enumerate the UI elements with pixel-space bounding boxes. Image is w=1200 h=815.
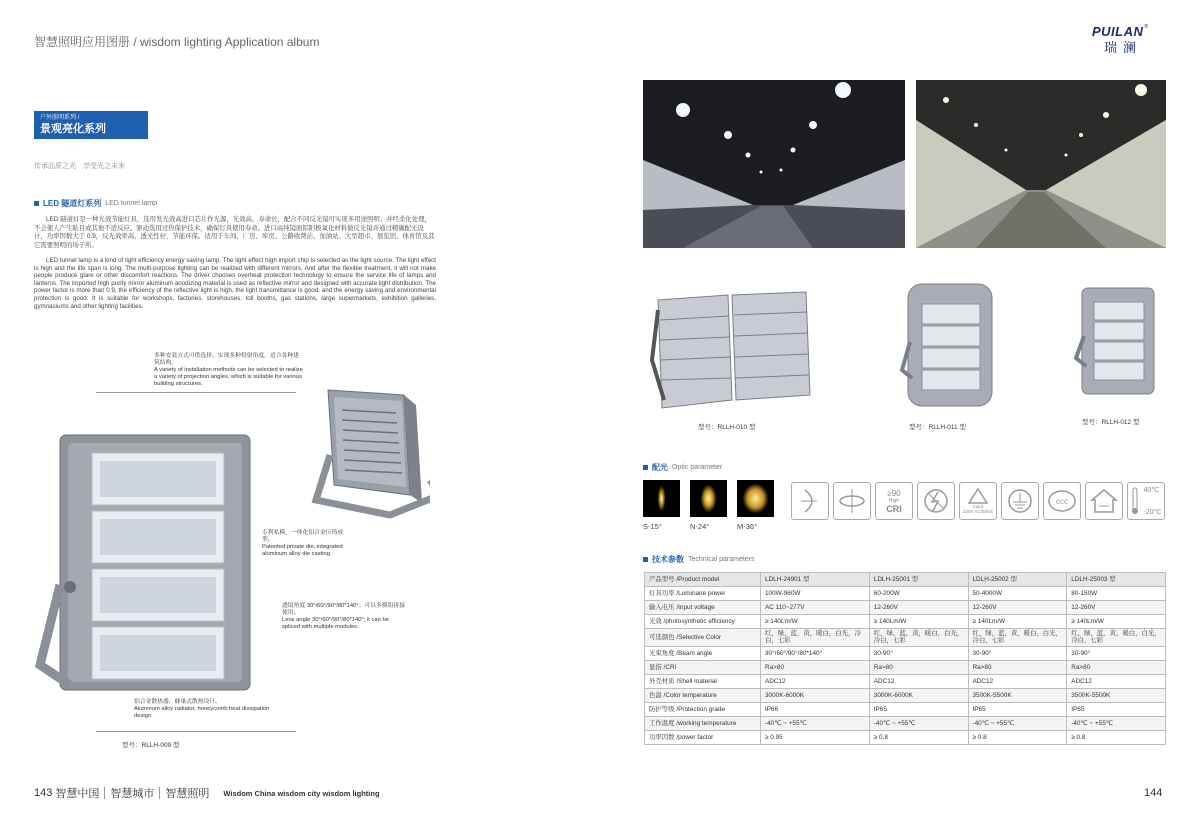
- table-cell: 100W-960W: [761, 587, 870, 601]
- ccc-glyph: [1047, 486, 1077, 516]
- table-cell: LDLH-25003 型: [1067, 573, 1166, 587]
- table-cell: 3000K-6000K: [869, 688, 968, 702]
- product-rllh-010-svg: [648, 290, 818, 412]
- page-number-right: 144: [1144, 787, 1163, 799]
- table-cell: 红，绿，蓝，黄，暖白，白光，冷白，七彩: [1067, 629, 1166, 647]
- slogan: 传承品质之光 享受光之未来: [34, 163, 125, 170]
- cri-bottom: CRI: [886, 503, 902, 514]
- table-cell: 红，绿，蓝，黄，暖白，白光，冷白，七彩: [761, 629, 870, 647]
- table-cell: 3000K-6000K: [761, 688, 870, 702]
- table-row: [645, 629, 1166, 647]
- footer-item: 智慧照明: [165, 788, 210, 800]
- callout-line: [96, 731, 296, 732]
- table-cell: 输入电压 /Input voltage: [645, 601, 761, 615]
- no-flicker-glyph: [921, 486, 951, 516]
- table-cell: -40℃ ~ +55℃: [1067, 716, 1166, 730]
- rotate-angle-glyph: [795, 486, 825, 516]
- table-cell: 30°/60°/90°/80*140°: [761, 646, 870, 660]
- table-cell: 60-200W: [869, 587, 968, 601]
- table-cell: ≥ 140Lm/W: [869, 615, 968, 629]
- table-cell: IP66: [761, 702, 870, 716]
- beam-36-glow: [737, 480, 774, 517]
- tech-title-cn: 技术参数: [652, 555, 684, 564]
- table-cell: 光效 /photosynthetic efficiency: [645, 615, 761, 629]
- cri-top: ≥90: [887, 488, 901, 498]
- table-row: [645, 688, 1166, 702]
- table-cell: 3500K-5500K: [1067, 688, 1166, 702]
- table-cell: ADC12: [761, 674, 870, 688]
- temp-low: -20℃: [1143, 509, 1162, 516]
- table-row: [645, 660, 1166, 674]
- indoor-use-icon: [1085, 482, 1123, 520]
- table-cell: 防护等级 /Protection grade: [645, 702, 761, 716]
- heading-marker: [643, 465, 648, 470]
- grounding-glyph: [1005, 486, 1035, 516]
- table-cell: 30-90°: [869, 646, 968, 660]
- table-cell: Ra>80: [968, 660, 1067, 674]
- section-heading: [34, 198, 157, 209]
- product-rllh-011-svg: [900, 282, 1000, 410]
- intro-text-cn: LED 隧道灯是一种光效节能灯具，选用发光效高进口芯片作光源，光效高、寿命长，配合不同反光镜可实现多用途照明；并经柔化处理，不会使人产生眩目或其他不适反应。驱动选用过热保护技术，确保灯具使用寿命。进口高纯镜面铝阳极氧化材料做反光镜并通过精确配光设计，功率因数大于 0.9，反光效率高，透光性好，节能环保。适用于车间、厂房、库房、公路收费站、加油站、大型超市、展览馆、体育馆及其它需要照明的场子所。: [34, 216, 435, 249]
- album-title: 智慧照明应用图册 / wisdom lighting Application album: [34, 35, 320, 49]
- table-cell: LDLH-25001 型: [869, 573, 968, 587]
- product-rllh-012-svg: [1074, 286, 1158, 396]
- model-label-012: 型号：RLLH-012 型: [1082, 419, 1140, 426]
- note-die-casting-cn: 专利私模，一体化铝合金压铸成型。: [262, 530, 344, 543]
- table-header-row: [645, 573, 1166, 587]
- table-cell: ≥ 140Lm/W: [1067, 615, 1166, 629]
- table-cell: 30-90°: [1067, 646, 1166, 660]
- table-cell: 12-260V: [968, 601, 1067, 615]
- tech-heading: [643, 554, 755, 565]
- note-lens-angle: [282, 603, 406, 631]
- tech-params-table: [644, 572, 1166, 745]
- table-row: [645, 646, 1166, 660]
- optic-label-36: M-36°: [737, 522, 758, 531]
- table-cell: 红，绿，蓝，黄，暖白，白光，冷白，七彩: [869, 629, 968, 647]
- logo-registered-mark: ®: [1144, 24, 1149, 30]
- warning-triangle-glyph: [968, 488, 988, 504]
- table-cell: ADC12: [869, 674, 968, 688]
- table-cell: 工作温度 /working temperature: [645, 716, 761, 730]
- note-radiator: [134, 699, 274, 720]
- table-row: [645, 587, 1166, 601]
- note-installation: [154, 353, 304, 388]
- rotation-360-icon: [833, 482, 871, 520]
- table-cell: Ra>80: [869, 660, 968, 674]
- optic-title-en: Optic parameter: [672, 464, 723, 471]
- temp-high: 40℃: [1143, 487, 1160, 494]
- footer-item: 智慧城市: [110, 788, 155, 800]
- footer-divider: [159, 787, 160, 799]
- table-cell: ADC12: [968, 674, 1067, 688]
- model-label-010: 型号：RLLH-010 型: [698, 424, 756, 431]
- section-title-en: LED tunnel lamp: [105, 200, 157, 207]
- table-cell: Ra>80: [1067, 660, 1166, 674]
- house-glyph: [1089, 486, 1119, 516]
- input-voltage-icon: [959, 482, 997, 520]
- beam-24-glow: [690, 480, 727, 517]
- product-rllh-010: [648, 290, 818, 412]
- table-cell: 红，绿，蓝，黄，暖白，白光，冷白，七彩: [968, 629, 1067, 647]
- note-radiator-en: Aluminum alloy radiator, honeycomb heat dissipation design.: [134, 706, 270, 719]
- note-radiator-cn: 铝合金散热器，蜂巢式散热设计。: [134, 699, 221, 705]
- footer-left: [34, 785, 380, 801]
- main-lamp-illustration: [30, 365, 430, 735]
- thermometer-glyph: [1131, 486, 1139, 516]
- table-cell: IP65: [869, 702, 968, 716]
- table-cell: ≥ 0.95: [761, 730, 870, 744]
- table-cell: IP65: [1067, 702, 1166, 716]
- page-number-left: 143: [34, 787, 53, 799]
- model-label-011: 型号：RLLH-011 型: [909, 424, 966, 431]
- input-value: 220V AC/50HZ: [962, 509, 994, 514]
- table-cell: -40℃ ~ +55℃: [869, 716, 968, 730]
- table-cell: ADC12: [1067, 674, 1166, 688]
- table-cell: 30-90°: [968, 646, 1067, 660]
- table-row: [645, 615, 1166, 629]
- footer-item: 智慧中国: [55, 788, 100, 800]
- brand-logo: [1092, 24, 1166, 54]
- no-flicker-icon: [917, 482, 955, 520]
- table-cell: 12-260V: [869, 601, 968, 615]
- product-rllh-011: [900, 282, 1000, 410]
- table-row: [645, 601, 1166, 615]
- table-cell: 80-150W: [1067, 587, 1166, 601]
- tunnel-photo-2: [916, 80, 1166, 248]
- table-cell: 外壳材质 /Shell material: [645, 674, 761, 688]
- note-lens-angle-cn: 透镜角度 30°/60°/90°/80*140°；可以多模组拼接使用。: [282, 603, 405, 616]
- table-cell: LDLH-24901 型: [761, 573, 870, 587]
- table-cell: AC 110~277V: [761, 601, 870, 615]
- optic-beam-36: [737, 480, 774, 517]
- table-cell: LDLH-25002 型: [968, 573, 1067, 587]
- table-cell: -40℃ ~ +55℃: [968, 716, 1067, 730]
- table-cell: 50-4000W: [968, 587, 1067, 601]
- note-die-casting-en: Patented private die, integrated aluminum alloy die casting.: [262, 544, 343, 557]
- intro-text-en: LED tunnel lamp is a kind of light efficiency energy saving lamp. The light effect high import chip is selected as the light source. The light effect is high and the life span is long. The multi-purpose lighting can be realized with different mirrors. And after the flexible treatment, it will not make people produce glare or other discomfort reactions. The driver chooses overheat protection technology to ensure the service life of lamps and lanterns. The imported high purity mirror aluminum anodizing material is used as reflective mirror and designed with accurate light distribution. The power factor is more than 0.9, the efficiency of the reflective light is high, the light transmittance is good, and the energy saving and environmental protection is good. It is suitable for workshops, factories, storehouses, toll booths, gas stations, large supermarkets, exhibition galleries, gymnasiums and other lighting facilities.: [34, 257, 436, 310]
- table-cell: 显指 /CRI: [645, 660, 761, 674]
- rotation-360-glyph: [837, 486, 867, 516]
- optic-heading: [643, 462, 722, 473]
- heading-marker: [643, 557, 648, 562]
- table-row: [645, 702, 1166, 716]
- table-cell: ≥ 0.8: [1067, 730, 1166, 744]
- tech-title-en: Technical parameters: [688, 556, 755, 563]
- footer-divider: [104, 787, 105, 799]
- table-cell: -40℃ ~ +55℃: [761, 716, 870, 730]
- table-cell: ≥ 140Lm/W: [761, 615, 870, 629]
- input-label: Input: [972, 504, 983, 509]
- high-cri-icon: [875, 482, 913, 520]
- optic-beam-24: [690, 480, 727, 517]
- temperature-range-icon: [1127, 482, 1165, 520]
- series-title: 景观亮化系列: [40, 123, 106, 135]
- note-installation-cn: 多种安装方式可供选择，实现多种投射角度，适合各种建筑结构。: [154, 353, 299, 366]
- series-label-box: [34, 111, 148, 139]
- table-cell: ≥ 0.8: [968, 730, 1067, 744]
- heading-marker: [34, 201, 39, 206]
- table-cell: 功率因数 /power factor: [645, 730, 761, 744]
- optic-label-15: S-15°: [643, 522, 662, 531]
- table-row: [645, 730, 1166, 744]
- table-cell: ≥ 140Lm/W: [968, 615, 1067, 629]
- note-lens-angle-en: Lens angle 30°/60°/90°/80*140°; it can be spliced with multiple modules.: [282, 617, 389, 630]
- optic-beam-15: [643, 480, 680, 517]
- table-cell: 可选颜色 /Selective Color: [645, 629, 761, 647]
- table-cell: 光束角度 /Beam angle: [645, 646, 761, 660]
- table-cell: 3500K-5500K: [968, 688, 1067, 702]
- callout-line: [96, 392, 296, 393]
- logo-text-en: PUILAN: [1092, 24, 1144, 39]
- ccc-cert-icon: [1043, 482, 1081, 520]
- table-cell: ≥ 0.8: [869, 730, 968, 744]
- optic-label-24: N-24°: [690, 522, 710, 531]
- table-cell: 产品型号 /Product model: [645, 573, 761, 587]
- cri-mid: High: [888, 497, 900, 504]
- table-row: [645, 674, 1166, 688]
- table-cell: 灯具功率 /Luminaire power: [645, 587, 761, 601]
- svg-text:ccc: ccc: [1056, 497, 1068, 506]
- beam-15-glow: [643, 480, 680, 517]
- rotate-angle-icon: [791, 482, 829, 520]
- logo-text-cn: 瑞澜: [1104, 40, 1143, 55]
- tunnel-photo-2-svg: [916, 80, 1166, 248]
- series-subtitle: 户外照明系列 /: [40, 115, 80, 121]
- table-cell: IP65: [968, 702, 1067, 716]
- table-cell: 12-260V: [1067, 601, 1166, 615]
- tunnel-photo-1-svg: [643, 80, 905, 248]
- main-lamp-svg: [30, 365, 430, 735]
- table-cell: 色温 /Color temperature: [645, 688, 761, 702]
- optic-title-cn: 配光: [652, 463, 668, 472]
- footer-en-text: Wisdom China wisdom city wisdom lighting: [223, 788, 380, 798]
- grounding-icon: [1001, 482, 1039, 520]
- table-row: [645, 716, 1166, 730]
- product-rllh-012: [1074, 286, 1158, 396]
- table-cell: Ra>80: [761, 660, 870, 674]
- note-die-casting: [262, 530, 344, 558]
- tunnel-photo-1: [643, 80, 905, 248]
- model-label-009: 型号：RLLH-009 型: [122, 742, 180, 749]
- section-title-cn: LED 隧道灯系列: [43, 199, 102, 208]
- note-installation-en: A variety of installation methods can be selected to realize a variety of projection angles, which is suitable for various building structures.: [154, 367, 303, 387]
